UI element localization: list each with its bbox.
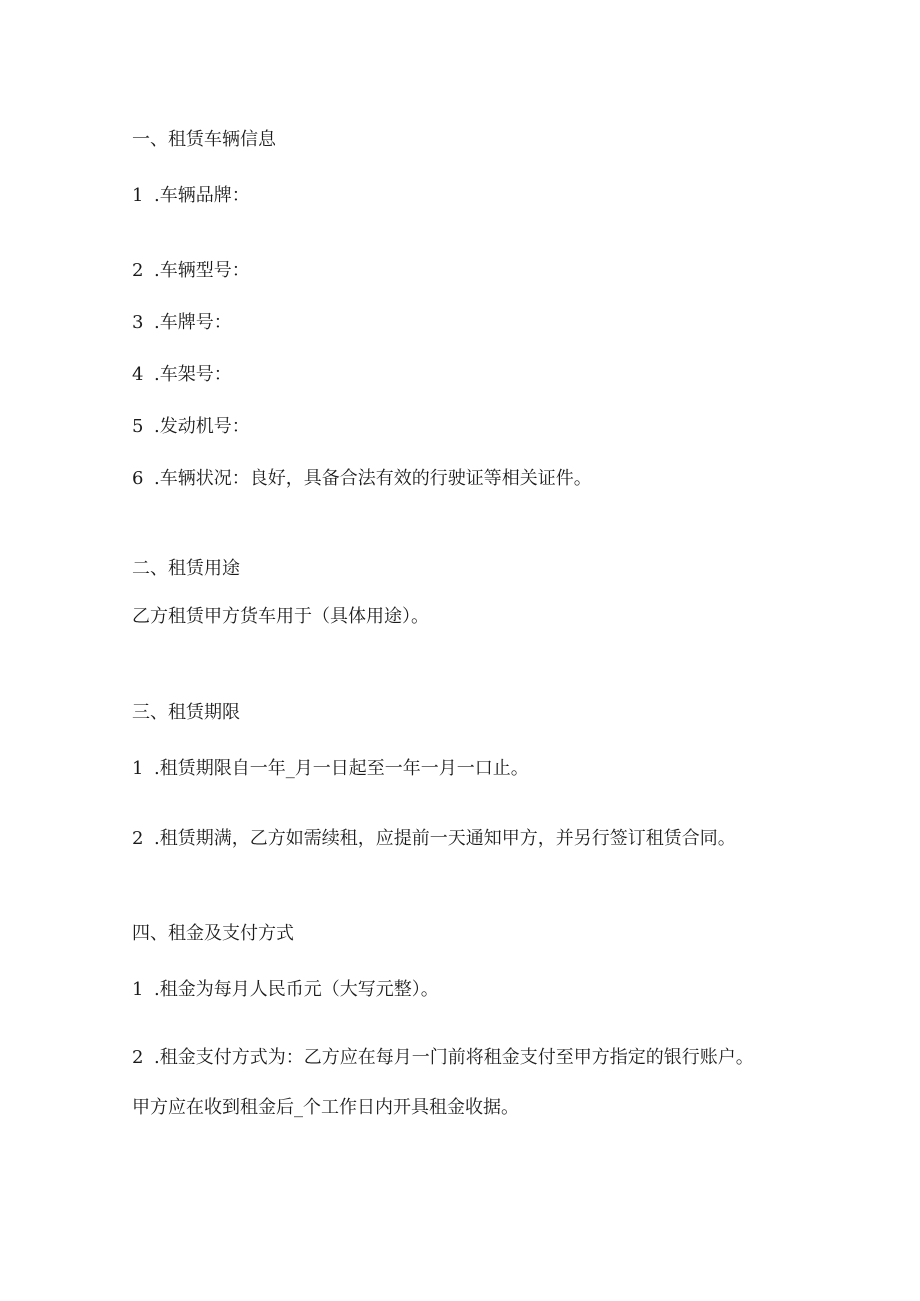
list-item-payment-method bbox=[132, 1046, 754, 1070]
section-heading-rental-term: 三、租赁期限 bbox=[132, 702, 240, 723]
list-item-text: .租金支付方式为：乙方应在每月一门前将租金支付至甲方指定的银行账户。 bbox=[154, 1047, 754, 1068]
list-item-rental-period bbox=[132, 757, 529, 781]
list-item-number: 6 bbox=[132, 468, 144, 489]
list-item-text: .车架号： bbox=[154, 364, 232, 385]
list-item-text: .租赁期限自一年_月一日起至一年一月一口止。 bbox=[154, 758, 529, 779]
list-item-number: 2 bbox=[132, 1047, 144, 1068]
list-item-number: 5 bbox=[132, 416, 144, 437]
list-item-renewal bbox=[132, 827, 736, 851]
list-item-engine-number bbox=[132, 415, 250, 439]
paragraph-receipt: 甲方应在收到租金后_个工作日内开具租金收据。 bbox=[132, 1097, 519, 1118]
list-item-vehicle-model bbox=[132, 259, 250, 283]
list-item-number: 3 bbox=[132, 312, 144, 333]
list-item-text: .车辆品牌： bbox=[154, 185, 250, 206]
list-item-text: .租金为每月人民币元（大写元整）。 bbox=[154, 979, 439, 1000]
list-item-text: .车辆型号： bbox=[154, 260, 250, 281]
section-heading-vehicle-info: 一、租赁车辆信息 bbox=[132, 129, 276, 150]
list-item-number: 1 bbox=[132, 758, 144, 779]
list-item-rent-amount bbox=[132, 978, 439, 1002]
section-heading-rental-purpose: 二、租赁用途 bbox=[132, 558, 240, 579]
list-item-plate-number bbox=[132, 311, 232, 335]
list-item-text: .发动机号： bbox=[154, 416, 250, 437]
list-item-number: 2 bbox=[132, 260, 144, 281]
section-heading-rent-payment: 四、租金及支付方式 bbox=[132, 923, 294, 944]
list-item-frame-number bbox=[132, 363, 232, 387]
list-item-text: .车辆状况：良好，具备合法有效的行驶证等相关证件。 bbox=[154, 468, 592, 489]
list-item-vehicle-brand bbox=[132, 184, 250, 208]
list-item-text: .租赁期满，乙方如需续租，应提前一天通知甲方，并另行签订租赁合同。 bbox=[154, 828, 736, 849]
list-item-vehicle-condition bbox=[132, 467, 592, 491]
list-item-number: 1 bbox=[132, 979, 144, 1000]
list-item-text: .车牌号： bbox=[154, 312, 232, 333]
list-item-number: 2 bbox=[132, 828, 144, 849]
list-item-number: 4 bbox=[132, 364, 144, 385]
list-item-number: 1 bbox=[132, 185, 144, 206]
paragraph-rental-purpose: 乙方租赁甲方货车用于（具体用途）。 bbox=[132, 606, 429, 627]
